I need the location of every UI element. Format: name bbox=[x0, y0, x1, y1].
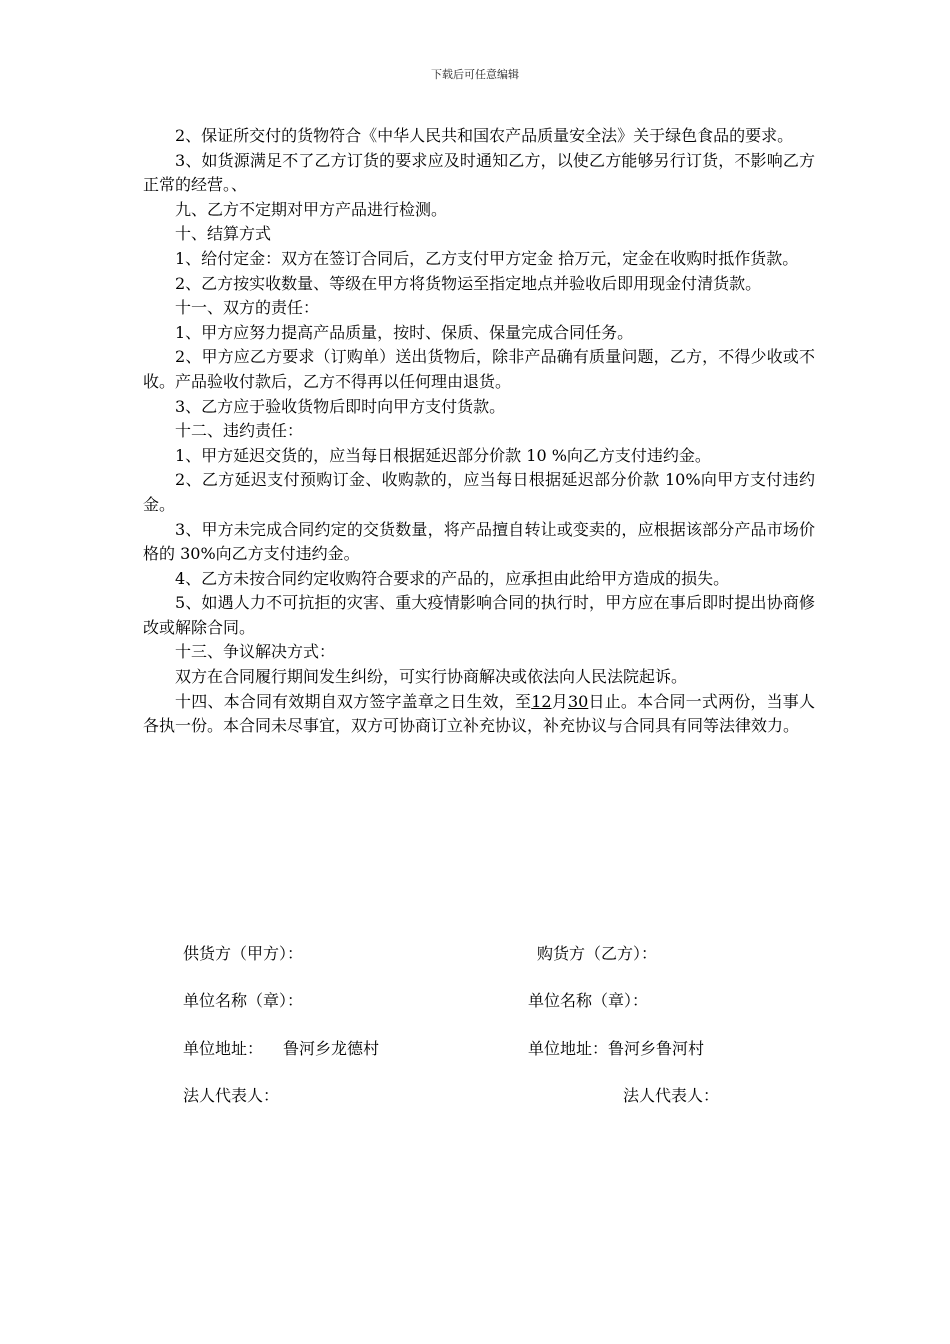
address-a-value: 鲁河乡龙德村 bbox=[283, 1039, 380, 1058]
validity-suffix: 日止。本合同一式两份，当事人各执一份。本合同未尽事宜，双方可协商订立补充协议，补充协议与合同具有同等法律效力。 bbox=[143, 691, 815, 736]
section-twelve-heading: 十二、违约责任： bbox=[175, 421, 304, 441]
section-thirteen-heading: 十三、争议解决方式： bbox=[175, 642, 336, 662]
clause-party-b-payment: 3、乙方应于验收货物后即时向甲方支付货款。 bbox=[175, 396, 506, 416]
legal-rep-b: 法人代表人： bbox=[623, 1086, 720, 1105]
clause-quality-law: 2、保证所交付的货物符合《中华人民共和国农产品质量安全法》关于绿色食品的要求。 bbox=[175, 126, 794, 145]
clause-payment: 2、乙方按实收数量、等级在甲方将货物运至指定地点并验收后即用现金付清货款。 bbox=[175, 273, 762, 293]
unit-name-a: 单位名称（章）： bbox=[183, 991, 304, 1010]
address-a bbox=[183, 1036, 379, 1059]
clause-late-payment: 2、乙方延迟支付预购订金、收购款的，应当每日根据延迟部分价款 10%向甲方支付违约金。 bbox=[143, 470, 815, 514]
clause-late-delivery: 1、甲方延迟交货的，应当每日根据延迟部分价款 10 %向乙方支付违约金。 bbox=[175, 445, 711, 465]
clause-validity bbox=[143, 690, 815, 739]
address-b-label: 单位地址： bbox=[528, 1039, 609, 1058]
party-b-label: 购货方（乙方）： bbox=[537, 944, 658, 963]
clause-unfulfilled-quantity: 3、甲方未完成合同约定的交货数量，将产品擅自转让或变卖的，应根据该部分产品市场价格的 30%向乙方支付违约金。 bbox=[143, 519, 815, 564]
validity-prefix: 十四、本合同有效期自双方签字盖章之日生效，至 bbox=[175, 691, 532, 711]
address-a-label: 单位地址： bbox=[183, 1039, 264, 1058]
clause-delivery-acceptance: 2、甲方应乙方要求（订购单）送出货物后，除非产品确有质量问题，乙方，不得少收或不收。产品验收付款后，乙方不得再以任何理由退货。 bbox=[143, 347, 815, 391]
party-a-label: 供货方（甲方）： bbox=[183, 944, 304, 963]
clause-deposit: 1、给付定金：双方在签订合同后，乙方支付甲方定金 拾万元，定金在收购时抵作货款。 bbox=[175, 248, 799, 268]
page-header: 下载后可任意编辑 bbox=[431, 68, 519, 81]
clause-force-majeure: 5、如遇人力不可抗拒的灾害、重大疫情影响合同的执行时，甲方应在事后即时提出协商修改或解除合同。 bbox=[143, 593, 815, 637]
validity-day: 30 bbox=[567, 691, 589, 711]
validity-month: 12 bbox=[531, 691, 552, 711]
contract-body bbox=[143, 124, 815, 739]
address-b bbox=[528, 1036, 704, 1059]
legal-rep-a: 法人代表人： bbox=[183, 1086, 280, 1105]
address-b-value: 鲁河乡鲁河村 bbox=[608, 1039, 705, 1058]
clause-party-a-quality: 1、甲方应努力提高产品质量，按时、保质、保量完成合同任务。 bbox=[175, 322, 634, 342]
clause-purchase-refusal: 4、乙方未按合同约定收购符合要求的产品的，应承担由此给甲方造成的损失。 bbox=[175, 568, 730, 588]
unit-name-b: 单位名称（章）： bbox=[528, 991, 649, 1010]
section-ten-heading: 十、结算方式 bbox=[175, 224, 272, 244]
section-nine-inspection: 九、乙方不定期对甲方产品进行检测。 bbox=[175, 199, 448, 219]
clause-dispute-resolution: 双方在合同履行期间发生纠纷，可实行协商解决或依法向人民法院起诉。 bbox=[175, 667, 688, 687]
clause-supply-shortage: 3、如货源满足不了乙方订货的要求应及时通知乙方，以使乙方能够另行订货，不影响乙方正常的经营。、 bbox=[143, 150, 815, 195]
validity-month-unit: 月 bbox=[551, 691, 568, 711]
section-eleven-heading: 十一、双方的责任： bbox=[175, 298, 320, 318]
